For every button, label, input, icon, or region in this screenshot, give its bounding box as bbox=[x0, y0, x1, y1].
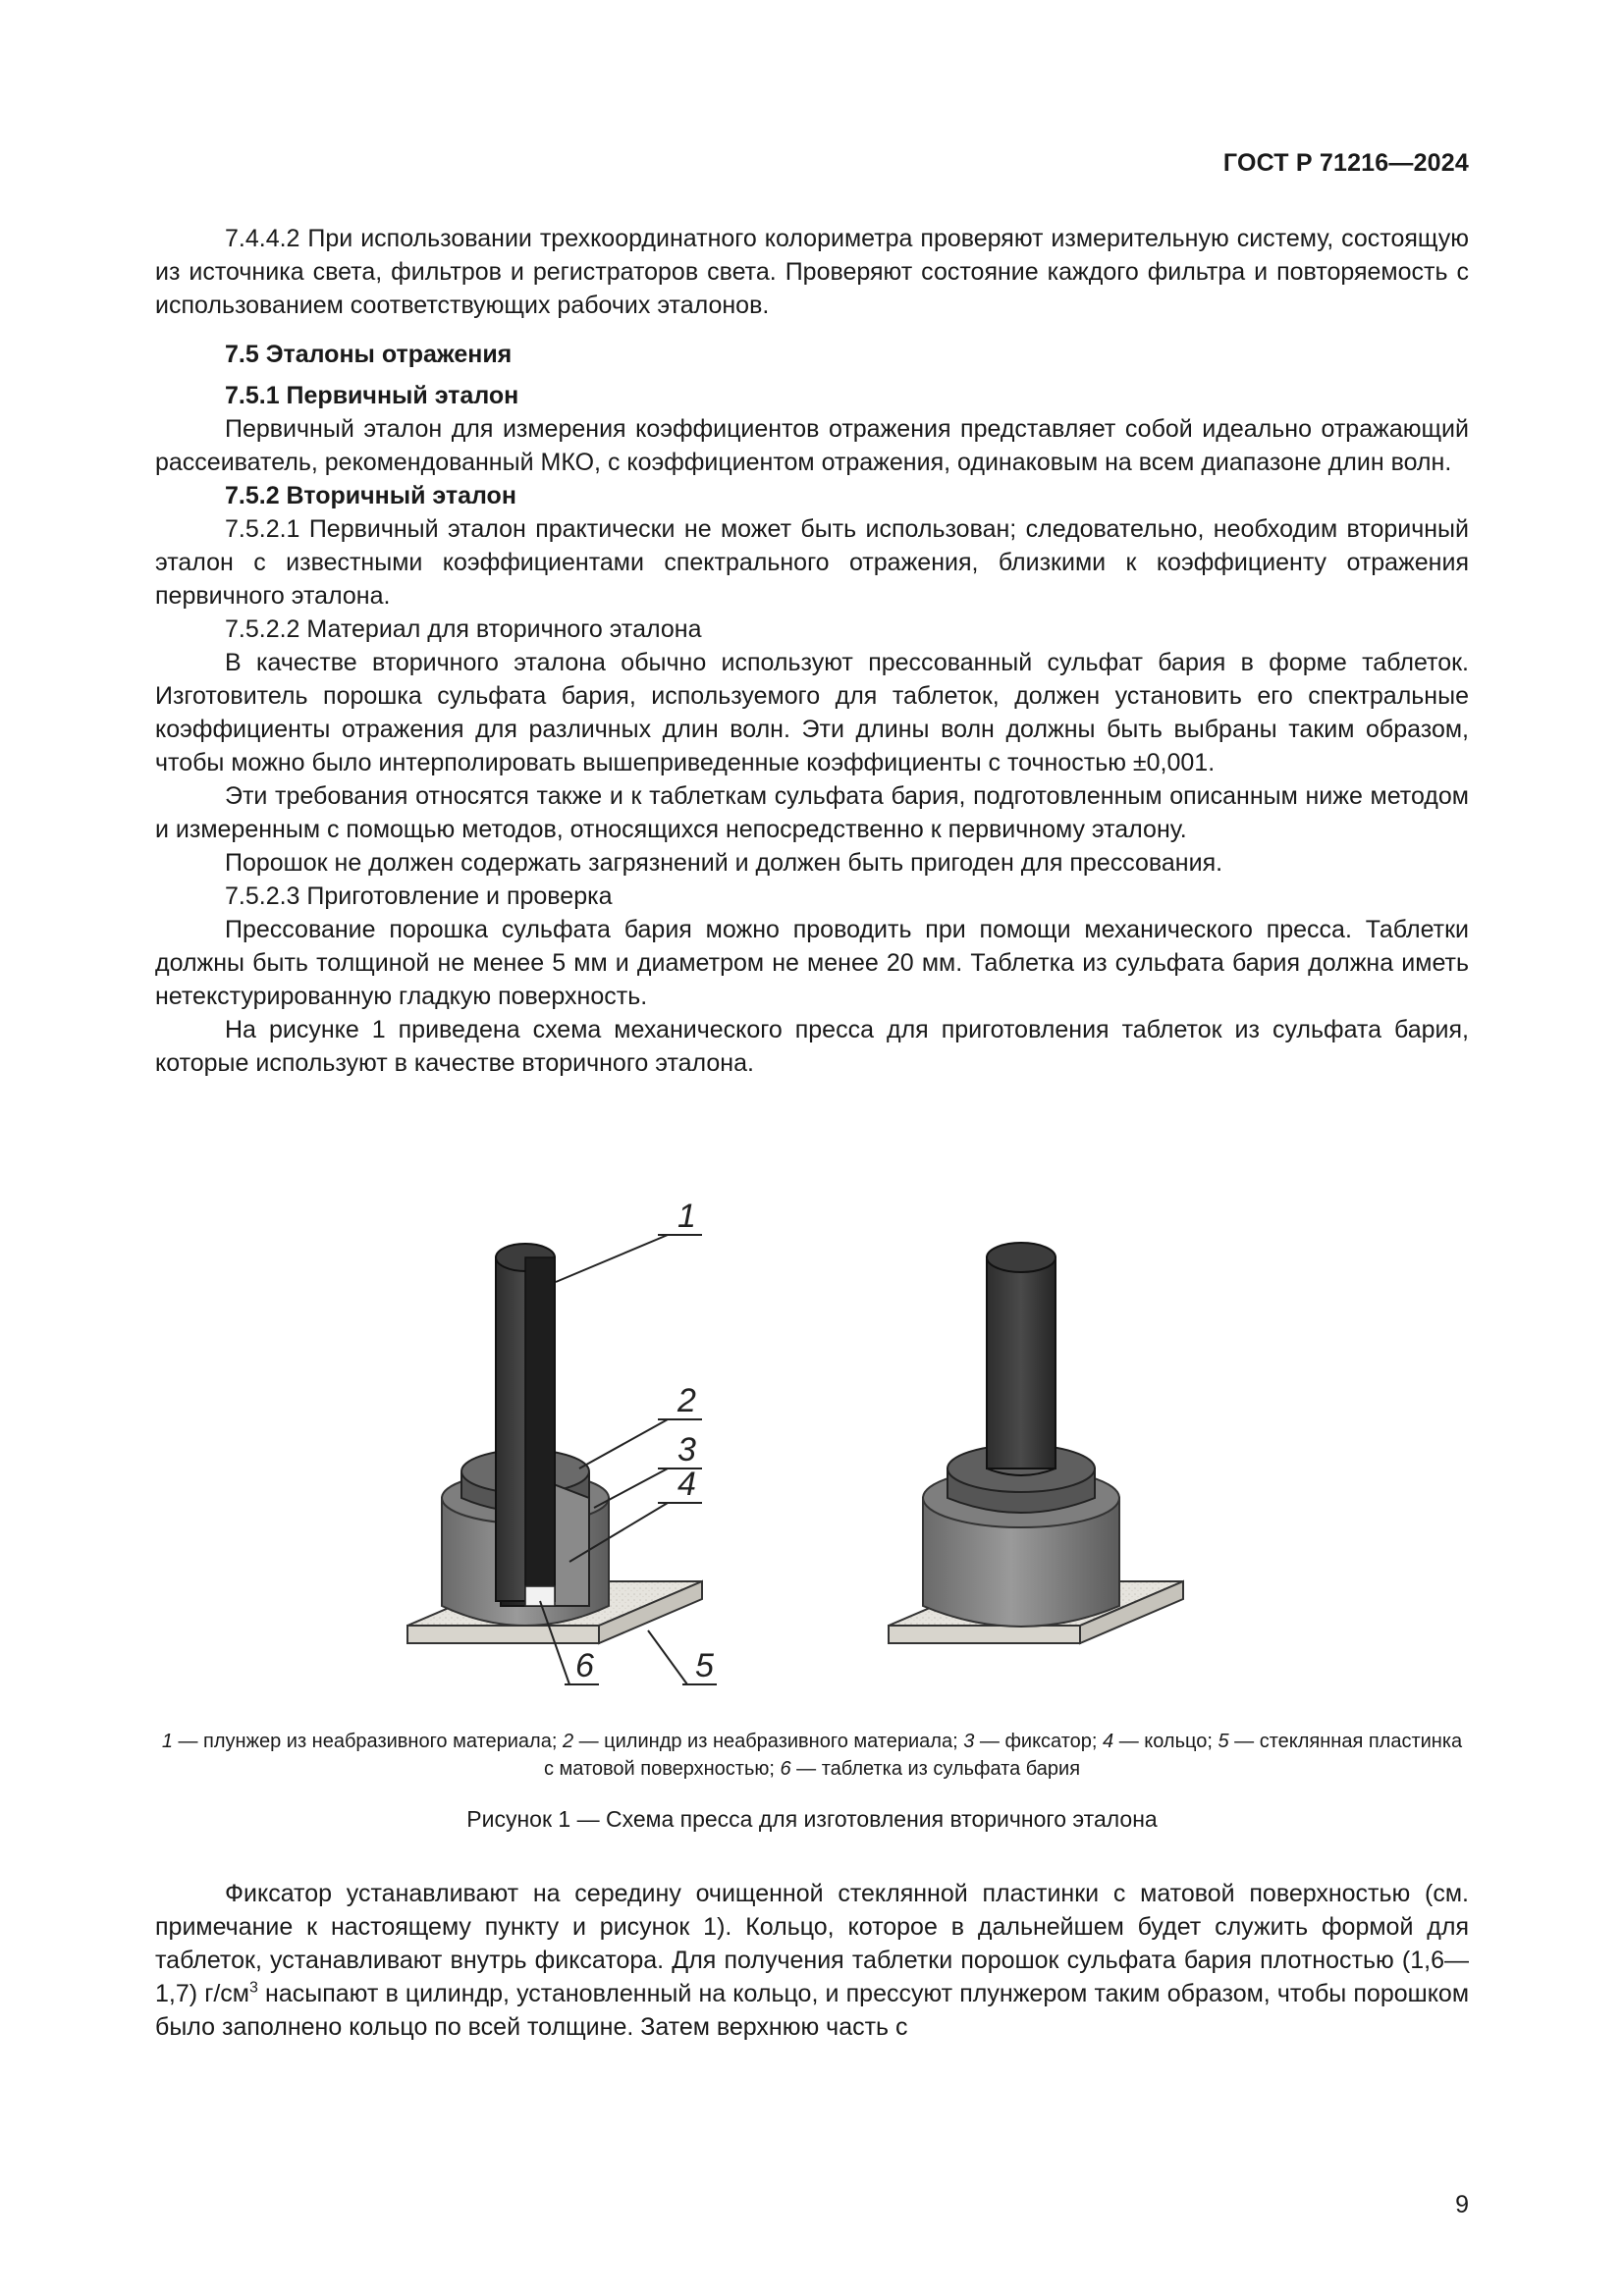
paragraph-7-5-2-1: 7.5.2.1 Первичный эталон практически не может быть использован; следовательно, необходим вторичный эталон с известными коэффициентами спектрального отражения, близкими к коэффициенту отражения первичного эталона. bbox=[155, 515, 1469, 610]
label-4: 4 bbox=[677, 1466, 696, 1503]
label-6: 6 bbox=[575, 1647, 594, 1684]
press-diagram-figure bbox=[373, 1174, 1512, 1704]
label-2: 2 bbox=[677, 1382, 696, 1419]
legend-item-1: 1 — плунжер из неабразивного материала; bbox=[161, 1731, 563, 1752]
paragraph-fixator: Фиксатор устанавливают на середину очищенной стеклянной пластинки с матовой поверхностью (см. примечание к настоящему пункту и рисунок 1). Кольцо, которое в дальнейшем будет служить формой для таблеток, устанавливают внутрь фиксатора. Для получения таблетки порошок сульфата бария плотностью (1,6—1,7) $г/см^3$ насыпают в цилиндр, установленный на кольцо, и прессуют плунжером таким образом, чтобы порошком было заполнено кольцо по всей толщине. Затем верхнюю часть с bbox=[155, 1880, 1470, 2041]
paragraph-powder: Порошок не должен содержать загрязнений и должен быть пригоден для прессования. bbox=[225, 849, 1223, 877]
heading-7-5-2: 7.5.2 Вторичный эталон bbox=[225, 482, 516, 509]
assembled-press bbox=[889, 1243, 1183, 1643]
subheading-7-5-2-3: 7.5.2.3 Приготовление и проверка bbox=[225, 882, 613, 910]
label-3: 3 bbox=[677, 1431, 696, 1468]
paragraph-primary-standard: Первичный эталон для измерения коэффициентов отражения представляет собой идеально отражающий рассеиватель, рекомендованный МКО, с коэффициентом отражения, одинаковым на всем диапазоне длин волн. bbox=[155, 415, 1469, 476]
paragraph-pressing: Прессование порошка сульфата бария можно проводить при помощи механического пресса. Таблетки должны быть толщиной не менее 5 мм и диаметром не менее 20 мм. Таблетка из сульфата бария должна иметь нетекстурированную гладкую поверхность. bbox=[155, 916, 1469, 1010]
paragraph-7-4-4-2: 7.4.4.2 При использовании трехкоординатного колориметра проверяют измерительную систему, состоящую из источника света, фильтров и регистраторов света. Проверяют состояние каждого фильтра и повторяемость с использованием соответствующих рабочих эталонов. bbox=[155, 225, 1469, 319]
paragraph-barium-sulfate: В качестве вторичного эталона обычно используют прессованный сульфат бария в форме таблеток. Изготовитель порошка сульфата бария, используемого для таблеток, должен установить его спектральные коэффициенты отражения для различных длин волн. Эти длины волн должны быть выбраны таким образом, чтобы можно было интерполировать вышеприведенные коэффициенты с точностью ±0,001. bbox=[155, 649, 1469, 776]
main-text-continued bbox=[155, 1877, 1469, 2044]
legend-item-3: 3 — фиксатор; bbox=[963, 1731, 1104, 1752]
paragraph-requirements: Эти требования относятся также и к таблеткам сульфата бария, подготовленным описанным ниже методом и измеренным с помощью методов, относящихся непосредственно к первичному эталону. bbox=[155, 782, 1469, 843]
heading-7-5: 7.5 Эталоны отражения bbox=[225, 341, 513, 368]
main-text bbox=[155, 222, 1469, 1080]
page-number: 9 bbox=[1455, 2191, 1469, 2218]
heading-7-5-1: 7.5.1 Первичный эталон bbox=[225, 382, 519, 409]
figure-caption: Рисунок 1 — Схема пресса для изготовления вторичного эталона bbox=[466, 1806, 1158, 1832]
figure-legend bbox=[155, 1728, 1469, 1783]
press-diagram bbox=[373, 1174, 1512, 1704]
legend-item-2: 2 — цилиндр из неабразивного материала; bbox=[562, 1731, 964, 1752]
label-1: 1 bbox=[677, 1198, 696, 1235]
sectioned-press bbox=[407, 1235, 717, 1684]
legend-item-5: 5 — стеклянная пластинка с матовой поверхностью; bbox=[543, 1731, 1463, 1780]
legend-item-6: 6 — таблетка из сульфата бария bbox=[780, 1758, 1081, 1780]
legend-item-4: 4 — кольцо; bbox=[1103, 1731, 1218, 1752]
paragraph-figure-ref: На рисунке 1 приведена схема механического пресса для приготовления таблеток из сульфата бария, которые используют в качестве вторичного эталона. bbox=[155, 1016, 1469, 1077]
subheading-7-5-2-2: 7.5.2.2 Материал для вторичного эталона bbox=[225, 615, 702, 643]
label-5: 5 bbox=[695, 1647, 714, 1684]
document-header: ГОСТ Р 71216—2024 bbox=[1222, 149, 1469, 177]
